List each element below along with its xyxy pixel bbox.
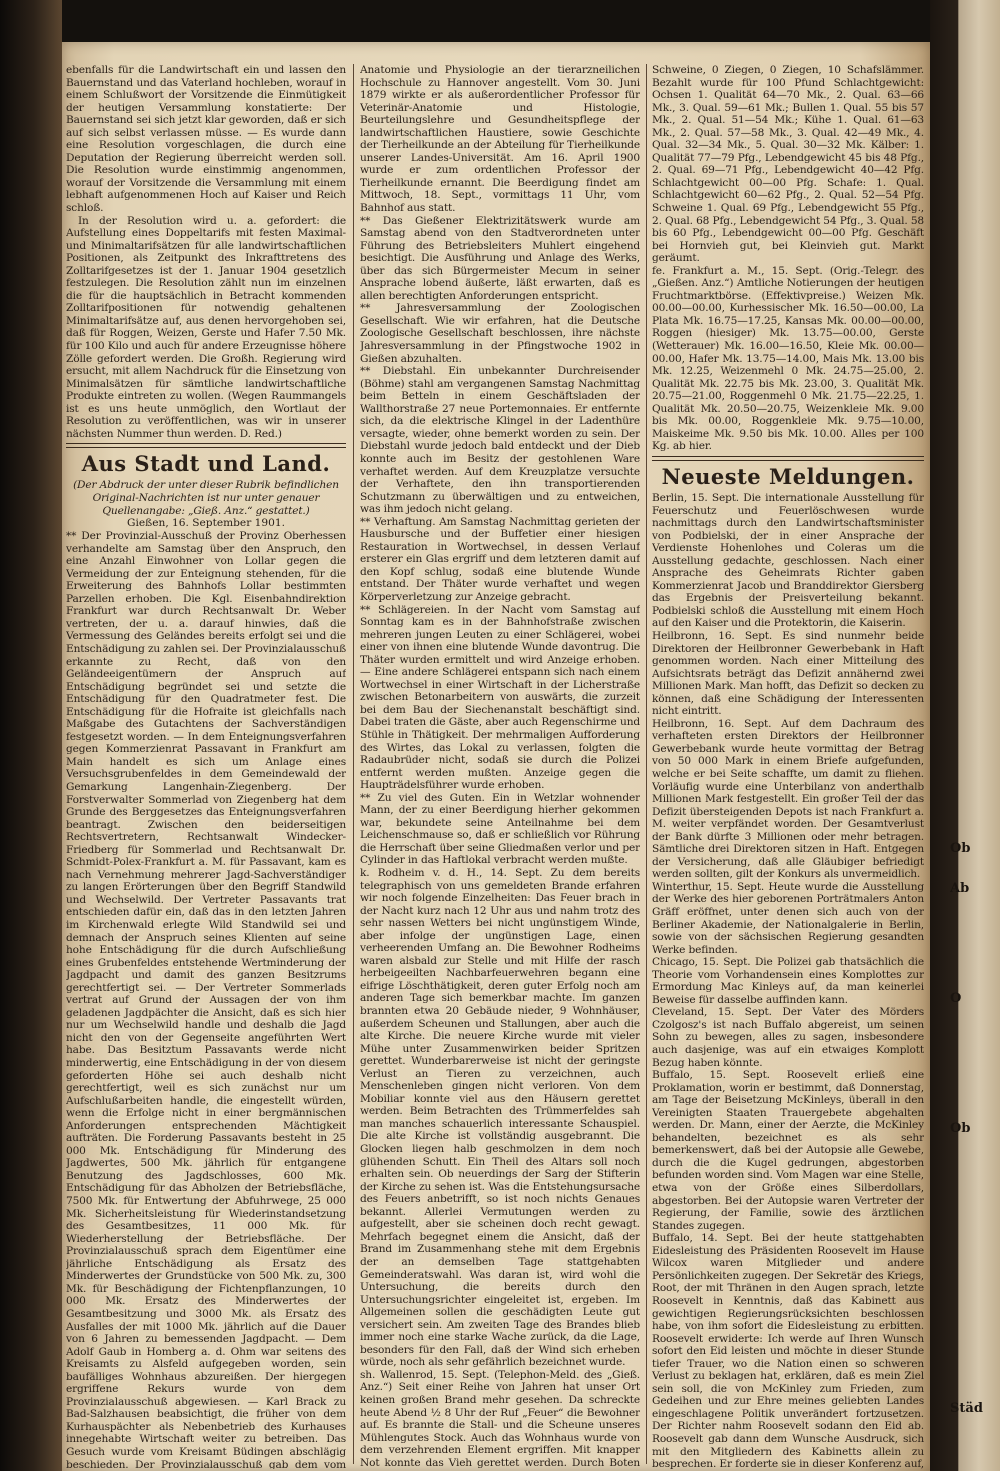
article-text: Berlin, 15. Sept. Die internationale Ausstellung für Feuerschutz und Feuerlöschwesen wurde nachmittags durch den Landwirtschaftsminister von Podbielski, der in einer Ansprache der Verdienste Hohenlohes und Coleras um die Ausstellung gedachte, geschlossen. Nach einer Ansprache des Geheimrats Richter gaben Kommerzienrat Jacob und Branddirektor Giersberg das Ergebnis der Preisverteilung bekannt. Podbielski schloß die Ausstellung mit einem Hoch auf den Kaiser und die Protektorin, die Kaiserin. xyxy=(652,491,924,630)
article-text: Anatomie und Physiologie an der tierarzneilichen Hochschule zu Hannover angestellt. Vom 30. Juni 1879 wirkte er als außerordentlicher Professor für Veterinär-Anatomie und Histologie, Beurteilungslehre und Gesundheitspflege der landwirtschaftlichen Haustiere, sowie Geschichte der Tierheilkunde an der Abteilung für Tierheilkunde unserer Landes-Universität. Am 16. April 1900 wurde er zum ordentlichen Professor der Tierheilkunde ernannt. Die Beerdigung findet am Mittwoch, 18. Sept., vormittags 11 Uhr, vom Bahnhof aus statt. xyxy=(360,64,640,215)
next-page-fragment: O xyxy=(950,991,962,1006)
newspaper-page xyxy=(62,42,930,1471)
article-text: Schweine, 0 Ziegen, 0 Ziegen, 10 Schafslämmer. Bezahlt wurde für 100 Pfund Schlachtgewicht: Ochsen 1. Qualität 64—70 Mk., 2. Qual. 63—66 Mk., 3. Qual. 59—61 Mk.; Bullen 1. Qual. 55 bis 57 Mk., 2. Qual. 51—54 Mk.; Kühe 1. Qual. 61—63 Mk., 2. Qual. 57—58 Mk., 3. Qual. 42—49 Mk., 4. Qual. 32—34 Mk., 5. Qual. 30—32 Mk. Kälber: 1. Qualität 77—79 Pfg., Lebendgewicht 45 bis 48 Pfg., 2. Qual. 69—71 Pfg., Lebendgewicht 40—42 Pfg. Schlachtgewicht 00—00 Pfg. Schafe: 1. Qual. Schlachtgewicht 60—62 Pfg., 2. Qual. 52—54 Pfg. Schweine 1. Qual. 69 Pfg., Lebendgewicht 55 Pfg., 2. Qual. 68 Pfg., Lebendgewicht 54 Pfg., 3. Qual. 58 bis 60 Pfg., Lebendgewicht 00—00 Pfg. Geschäft bei Hornvieh gut, bei Kleinvieh gut. Markt geräumt. xyxy=(652,64,924,265)
column-rule xyxy=(353,64,354,1464)
article-text: ** Der Provinzial-Ausschuß der Provinz Oberhessen verhandelte am Samstag über den Anspruch, den eine Anzahl Einwohner von Lollar gegen die Vermeidung der zur Enteignung stehenden, für die Erweiterung des Bahnhofs Lollar bestimmten Parzellen erhoben. Die Kgl. Eisenbahndirektion Frankfurt war durch Rechtsanwalt Dr. Weber vertreten, der u. a. darauf hinwies, daß die Vermessung des Geländes bereits erfolgt sei und die Entschädigung zu zahlen sei. Der Provinzialausschuß erkannte zu Recht, daß von den Geländeeigentümern der Anspruch auf Entschädigung begründet sei und setzte die Entschädigung für den Quadratmeter fest. Die Entschädigung für die Hofraite ist gleichfalls nach Maßgabe des Gutachtens der Sachverständigen festgesetzt worden. — In dem Enteignungsverfahren gegen Kommerzienrat Passavant in Frankfurt am Main handelt es sich um Anlage eines Versuchsgrubenfeldes in dem Gemeindewald der Gemarkung Langenhain-Ziegenberg. Der Forstverwalter Sommerlad von Ziegenberg hat dem Grunde des Berggesetzes das Enteignungsverfahren beantragt. Zwischen den beiderseitigen Rechtsvertretern, Rechtsanwalt Windecker-Friedberg für Sommerlad und Rechtsanwalt Dr. Schmidt-Polex-Frankfurt a. M. für Passavant, kam es nach Vernehmung mehrerer Jagd-Sachverständiger zu langen Erörterungen über den Begriff Standwild und Wechselwild. Der Vertreter Passavants trat entschieden dafür ein, daß das in den letzten Jahren im Kirchenwald erlegte Wild Standwild sei und demnach der Anspruch seines Klienten auf seine hohe Entschädigung für die durch Aufschließung eines Grubenfeldes entstehende Wertminderung der Jagdpacht und damit des ganzen Besitzrums gerechtfertigt sei. — Der Vertreter Sommerlads vertrat auf Grund der Aussagen der von ihm geladenen Jagdpächter die Ansicht, daß es sich hier nur um Wechselwild handle und deshalb die Jagd nicht den von der Gegenseite angeführten Wert habe. Das Besitztum Passavants werde nicht minderwertig, eine Entschädigung in der von diesem geforderten Höhe sei auch deshalb nicht gerechtfertigt, weil es sich zunächst nur um Aufschlußarbeiten handle, die eingestellt würden, wenn die Erfolge nicht in einer bergmännischen Anforderungen entsprechenden Mächtigkeit aufträten. Die Forderung Passavants besteht in 25 000 Mk. Entschädigung für Minderung des Jagdwertes, 500 Mk. jährlich für entgangene Benutzung des Jagdschlosses, 600 Mk. Entschädigung für das Abholzen der Betriebsfläche, 7500 Mk. für Entwertung der Abfuhrwege, 25 000 Mk. Sicherheitsleistung für Wiederinstandsetzung des Gesamtbesitzes, 11 000 Mk. für Wiederherstellung der Betriebsfläche. Der Provinzialausschuß sprach dem Eigentümer eine jährliche Entschädigung als Ersatz des Minderwertes der Grundstücke von 500 Mk. zu, 300 Mk. für Beschädigung der Fichtenpflanzungen, 10 000 Mk. Ersatz des Minderwertes der Gesamtbesitzung und 3000 Mk. als Ersatz des Ausfalles der mit 1000 Mk. jährlich auf die Dauer von 6 Jahren zu bemessenden Jagdpacht. — Dem Adolf Gaub in Homberg a. d. Ohm war seitens des Kreisamts zu Alsfeld aufgegeben worden, sein baufälliges Wohnhaus abzureißen. Der hiergegen ergriffene Rekurs wurde von dem Provinzialausschuß abgewiesen. — Karl Brack zu Bad-Salzhausen beabsichtigt, die früher von dem Kurhauspächter als Nebenbetrieb des Kurhauses innegehabte Wirtschaft weiter zu betreiben. Das Gesuch wurde vom Kreisamt Büdingen abschlägig beschieden. Der Provinzialausschuß gab dem vom xyxy=(66,530,346,1469)
article-text: ** Das Gießener Elektrizitätswerk wurde am Samstag abend von den Stadtverordneten unter Führung des Betriebsleiters Muhlert eingehend besichtigt. Die Ausführung und Anlage des Werks, über das sich Bürgermeister Mecum in seiner Ansprache lobend äußerte, läßt erwarten, daß es allen berechtigten Anforderungen entspricht. xyxy=(360,214,640,302)
article-text: ** Diebstahl. Ein unbekannter Durchreisender (Böhme) stahl am vergangenen Samstag Nachmittag beim Betteln in einem Geschäftsladen der Wallthorstraße 27 neue Portemonnaies. Er entfernte sich, da die elektrische Klingel in der Ladenthüre versagte, wieder, ohne bemerkt worden zu sein. Der Diebstahl wurde jedoch bald entdeckt und der Dieb konnte auch im Besitz der gestohlenen Ware verhaftet werden. Auf dem Kreuzplatze versuchte der Verhaftete, den ihn transportierenden Schutzmann zu überwältigen und zu entweichen, was ihm jedoch nicht gelang. xyxy=(360,365,640,516)
column-rule xyxy=(646,64,647,1464)
article-text: sh. Wallenrod, 15. Sept. (Telephon-Meld. des „Gieß. Anz.“) Seit einer Reihe von Jahren hat unser Ort keinen großen Brand mehr gesehen. Da schreckte heute Abend ½ 8 Uhr der Ruf „Feuer“ die Bewohner auf. Es brannte die Stall- und die Scheune unseres Mühlengutes Stock. Auch das Wohnhaus wurde von dem verzehrenden Element ergriffen. Mit knapper Not konnte das Vieh gerettet werden. Durch Boten xyxy=(360,1368,640,1469)
column-1 xyxy=(66,64,346,1469)
section-divider xyxy=(66,443,346,448)
article-text: Heilbronn, 16. Sept. Es sind nunmehr beide Direktoren der Heilbronner Gewerbebank in Haft genommen worden. Nach einer Mitteilung des Aufsichtsrats beträgt das Defizit annähernd zwei Millionen Mark. Man hofft, das Defizit so decken zu können, daß eine Schädigung der Interessenten nicht eintritt. xyxy=(652,629,924,718)
next-page-fragment: Ob xyxy=(950,841,971,856)
article-text: Cleveland, 15. Sept. Der Vater des Mörders Czolgosz's ist nach Buffalo abgereist, um seinen Sohn zu bewegen, alles zu sagen, insbesondere auch dasjenige, was auf ein etwaiges Komplott Bezug haben könnte. xyxy=(652,1006,924,1069)
next-page-fragment: Ob xyxy=(950,1121,971,1136)
next-page-edge xyxy=(930,0,1000,1471)
section-heading: Aus Stadt und Land. xyxy=(81,451,331,477)
article-text: ** Zu viel des Guten. Ein in Wetzlar wohnender Mann, der zu einer Beerdigung hierher gekommen war, bekundete seine Anteilnahme bei dem Leichenschmause so, daß er schließlich vor Rührung die Herrschaft über seine Gliedmaßen verlor und per Cylinder in das Haftlokal verbracht werden mußte. xyxy=(360,791,640,867)
section-divider xyxy=(652,456,924,461)
article-text: ** Jahresversammlung der Zoologischen Gesellschaft. Wie wir erfahren, hat die Deutsche Zoologische Gesellschaft beschlossen, ihre nächste Jahresversammlung in der Pfingstwoche 1902 in Gießen abzuhalten. xyxy=(360,302,640,365)
article-text: fe. Frankfurt a. M., 15. Sept. (Orig.-Telegr. des „Gießen. Anz.“) Amtliche Notierungen der heutigen Fruchtmarktbörse. (Effektivpreise.) Weizen Mk. 00.00—00.00, Kurhessischer Mk. 16.50—00.00, La Plata Mk. 16.75—17.25, Kansas Mk. 00.00—00.00, Roggen (hiesiger) Mk. 13.75—00.00, Gerste (Wetterauer) Mk. 16.00—16.50, Kleie Mk. 00.00—00.00, Hafer Mk. 13.75—14.00, Mais Mk. 13.00 bis Mk. 12.25, Weizenmehl 0 Mk. 24.75—25.00, 2. Qualität Mk. 22.75 bis Mk. 23.00, 3. Qualität Mk. 20.75—21.00, Roggenmehl 0 Mk. 21.75—22.25, 1. Qualität Mk. 20.50—20.75, Weizenkleie Mk. 9.00 bis Mk. 00.00, Roggenkleie Mk. 9.75—10.00, Maiskeime Mk. 9.50 bis Mk. 10.00. Alles per 100 Kg. ab hier. xyxy=(652,264,924,453)
article-text: Buffalo, 14. Sept. Bei der heute stattgehabten Eidesleistung des Präsidenten Roosevelt im Hause Wilcox waren Mitglieder und andere Persönlichkeiten zugegen. Der Sekretär des Kriegs, Root, der mit Thränen in den Augen sprach, letzte Roosevelt in Kenntnis, daß das Kabinett aus gewichtigen Regierungsrücksichten beschlossen habe, von ihm sofort die Eidesleistung zu erbitten. Roosevelt erwiderte: Ich werde auf Ihren Wunsch sofort den Eid leisten und möchte in dieser Stunde tiefer Trauer, wo die Nation einen so schweren Verlust zu beklagen hat, erklären, daß es mein Ziel sein soll, die von McKinley zum Frieden, zum Gedeihen und zur Ehre meines geliebten Landes eingeschlagene Politik unverändert fortzusetzen. Der Richter nahm Roosevelt sodann den Eid ab. Roosevelt gab dann dem Wunsche Ausdruck, sich mit den Mitgliedern des Kabinetts allein zu besprechen. Er forderte sie in dieser Konferenz auf, xyxy=(652,1232,924,1469)
article-text: Buffalo, 15. Sept. Roosevelt erließ eine Proklamation, worin er bestimmt, daß Donnerstag, am Tage der Beisetzung McKinleys, überall in den Vereinigten Staaten Trauergebete abgehalten werden. Dr. Mann, einer der Aerzte, die McKinley behandelten, bezeichnet es als sehr bemerkenswert, daß bei der Autopsie alle Gewebe, durch die die Kugel gedrungen, abgestorben befunden worden sind. Vom Magen war eine Stelle, etwa von der Größe eines Silberdollars, abgestorben. Bei der Autopsie waren Vertreter der Regierung, der Familie, sowie des ärztlichen Standes zugegen. xyxy=(652,1069,924,1232)
next-page-fragment: Städ xyxy=(950,1401,983,1416)
article-text: Winterthur, 15. Sept. Heute wurde die Ausstellung der Werke des hier geborenen Porträtmalers Anton Gräff eröffnet, unter denen sich auch von der Berliner Akademie, der Nationalgalerie in Berlin, sowie von der sächsischen Regierung gesandten Werke befinden. xyxy=(652,880,924,956)
book-binding xyxy=(0,0,62,1471)
column-3 xyxy=(652,64,924,1469)
article-text: Heilbronn, 16. Sept. Auf dem Dachraum des verhafteten ersten Direktors der Heilbronner Gewerbebank wurde heute vormittag der Betrag von 50 000 Mark in einem Briefe aufgefunden, welche er bei Seite schaffte, um damit zu fliehen. Vorläufig wurde eine Unterbilanz von anderthalb Millionen Mark festgestellt. Ein großer Teil der das Defizit übersteigenden Depots ist nach Frankfurt a. M. weiter verpfändet worden. Der Gesamtverlust der Bank dürfte 3 Millionen oder mehr betragen. Sämtliche drei Direktoren sitzen in Haft. Entgegen der Versicherung, daß alle Gläubiger befriedigt werden sollten, gilt der Konkurs als unvermeidlich. xyxy=(652,717,924,881)
article-text: k. Rodheim v. d. H., 14. Sept. Zu dem bereits telegraphisch von uns gemeldeten Brande erfahren wir noch folgende Einzelheiten: Das Feuer brach in der Nacht kurz nach 12 Uhr aus und nahm trotz des sehr nassen Wetters bei nicht ungünstigem Winde, aber infolge der ungünstigen Lage, einen verheerenden Umfang an. Die Bewohner Rodheims waren alsbald zur Stelle und mit Hilfe der rasch herbeigeeilten Nachbarfeuerwehren begann eine eifrige Löschthätigkeit, deren guter Erfolg noch am anderen Tage sich bemerkbar machte. Im ganzen brannten etwa 20 Gebäude nieder, 9 Wohnhäuser, außerdem Scheunen und Stallungen, aber auch die alte Kirche. Die neuere Kirche wurde mit vieler Mühe unter Zusammenwirken beider Spritzen gerettet. Wunderbarerweise ist nicht der geringste Verlust an Tieren zu verzeichnen, auch Menschenleben gingen nicht verloren. Von dem Mobiliar konnte viel aus den Häusern gerettet werden. Beim Betrachten des Trümmerfeldes sah man manches schauerlich interessante Schauspiel. Die alte Kirche ist vollständig ausgebrannt. Die Glocken liegen halb geschmolzen in dem noch glühenden Schutt. Ein Theil des Altars soll noch erhalten sein. Ob neuerdings der Sarg der Stifterin der Kirche zu sehen ist. Was die Entstehungsursache des Feuers anbetrifft, so ist noch nichts Genaues bekannt. Allerlei Vermutungen werden zu aufgestellt, aber sie scheinen doch recht gewagt. Mehrfach begegnet einem die Ansicht, daß der Brand im Zusammenhang stehe mit dem Ergebnis der an demselben Tage stattgehabten Gemeinderatswahl. Was daran ist, wird wohl die Untersuchung, die bereits durch den Untersuchungsrichter eingeleitet ist, ergeben. Im Allgemeinen sollen die geschädigten Leute gut versichert sein. Am zweiten Tage des Brandes blieb immer noch eine starke Wache zurück, da die Lage, besonders für den Fall, daß der Wind sich erheben würde, noch als sehr gefährlich bezeichnet wurde. xyxy=(360,867,640,1369)
article-text: ebenfalls für die Landwirtschaft ein und lassen den Bauernstand und das Vaterland hochleben, worauf in einem Schlußwort der Vorsitzende die Einmütigkeit der heutigen Versammlung konstatierte: Der Bauernstand sei sich jetzt klar geworden, daß er sich auf sich selbst verlassen müsse. — Es wurde dann eine Resolution vorgeschlagen, die durch eine Deputation der Regierung überreicht werden soll. Die Resolution wurde einstimmig angenommen, worauf der Vorsitzende die Versammlung mit einem lebhaft aufgenommenen Hoch auf Kaiser und Reich schloß. xyxy=(66,64,346,215)
reprint-note: (Der Abdruck der unter dieser Rubrik befindlichen Original-Nachrichten ist nur unter genauer Quellenangabe: „Gieß. Anz.“ gestattet.) xyxy=(73,479,339,517)
section-heading: Neueste Meldungen. xyxy=(661,463,915,489)
dateline: Gießen, 16. September 1901. xyxy=(127,517,285,530)
article-text: Chicago, 15. Sept. Die Polizei gab thatsächlich die Theorie vom Vorhandensein eines Komplottes zur Ermordung Mac Kinleys auf, da man keinerlei Beweise für dasselbe auffinden kann. xyxy=(652,956,924,1006)
column-2 xyxy=(360,64,640,1469)
article-text: ** Verhaftung. Am Samstag Nachmittag gerieten der Hausbursche und der Buffetier einer hiesigen Restauration in Wortwechsel, in dessen Verlauf ersterer ein Glas ergriff und dem letzteren damit auf den Kopf schlug, sodaß eine blutende Wunde entstand. Der Thäter wurde verhaftet und wegen Körperverletzung zur Anzeige gebracht. xyxy=(360,515,640,603)
article-text: In der Resolution wird u. a. gefordert: die Aufstellung eines Doppeltarifs mit festen Maximal- und Minimaltarifsätzen für alle landwirtschaftlichen Positionen, als Zeitpunkt des Inkrafttretens des Zolltarifgesetzes ist der 1. Januar 1904 gesetzlich festzulegen. Die Resolution zählt nun im einzelnen die für die hauptsächlich in Betracht kommenden Zolltarifpositionen für notwendig gehaltenen Minimaltarifsätze auf, aus denen hervorgehoben sei, daß für Roggen, Weizen, Gerste und Hafer 7.50 Mk. für 100 Kilo und auch für andere Erzeugnisse höhere Zölle gefordert werden. Die Großh. Regierung wird ersucht, mit allem Nachdruck für die Einsetzung von Minimalsätzen für sämtliche landwirtschaftliche Produkte eintreten zu wollen. (Wegen Raummangels ist es uns heute unmöglich, den Wortlaut der Resolution zu veröffentlichen, was wir in unserer nächsten Nummer thun werden. D. Red.) xyxy=(66,214,346,440)
next-page-fragment: Ab xyxy=(950,881,970,896)
article-text: ** Schlägereien. In der Nacht vom Samstag auf Sonntag kam es in der Bahnhofstraße zwischen mehreren jungen Leuten zu einer Schlägerei, wobei einer von ihnen eine blutende Wunde davontrug. Die Thäter wurden ermittelt und wird Anzeige erhoben. — Eine andere Schlägerei entspann sich nach einem Wortwechsel in einer Wirtschaft in der Licherstraße zwischen Betonarbeitern von auswärts, die zurzeit bei dem Bau der Siechenanstalt beschäftigt sind. Dabei traten die Gäste, aber auch Regenschirme und Stühle in Thätigkeit. Der mehrmaligen Aufforderung des Wirtes, das Lokal zu verlassen, folgten die Radaubrüder nicht, sodaß sie durch die Polizei entfernt werden mußten. Anzeige gegen die Haupträdelsführer wurde erhoben. xyxy=(360,603,640,792)
